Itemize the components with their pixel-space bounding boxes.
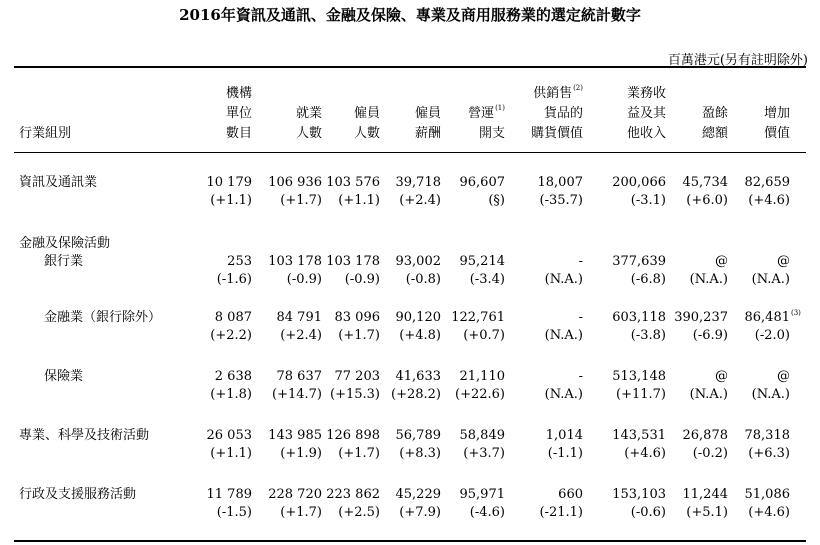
cell-value: @: [715, 254, 728, 269]
row-label: 保險業: [44, 369, 84, 384]
cell-value: 10 179: [206, 175, 252, 190]
cell-value: 84 791: [276, 310, 322, 325]
cell-value: 228 720: [268, 487, 322, 502]
cell-change: (N.A.): [544, 272, 583, 287]
table-row: [0, 174, 820, 214]
cell-value: 95,971: [459, 487, 505, 502]
cell-change: (-21.1): [539, 505, 583, 520]
cell-change: (-1.6): [216, 272, 252, 287]
cell-value: 11 789: [206, 487, 252, 502]
row-label: 資訊及通訊業: [19, 175, 98, 190]
cell-change: (+4.6): [748, 505, 790, 520]
cell-value: 45,229: [395, 487, 441, 502]
cell-change: (§): [488, 193, 505, 208]
cell-value: 377,639: [612, 254, 666, 269]
cell-change: (-0.6): [630, 505, 666, 520]
column-header-line: 數目: [225, 126, 252, 141]
column-header-line: 盈餘: [701, 106, 728, 121]
cell-change: (+1.7): [338, 446, 380, 461]
cell-change: (+11.7): [616, 387, 666, 402]
cell-change: (+15.3): [330, 387, 380, 402]
cell-value: 106 936: [268, 175, 322, 190]
cell-change: (+1.8): [210, 387, 252, 402]
cell-change: (+8.3): [399, 446, 441, 461]
cell-change: (+28.2): [391, 387, 441, 402]
column-header: [702, 104, 728, 144]
cell-value: 660: [558, 487, 583, 502]
cell-change: (+6.3): [748, 446, 790, 461]
cell-value: 51,086: [744, 487, 790, 502]
column-header-line: 價值: [763, 126, 790, 141]
cell-change: (+22.6): [455, 387, 505, 402]
cell-change: (-0.8): [405, 272, 441, 287]
cell-change: (+5.1): [686, 505, 728, 520]
cell-value: 78,318: [744, 428, 790, 443]
cell-change: (-2.0): [754, 328, 790, 343]
cell-change: (+1.9): [280, 446, 322, 461]
column-header: [531, 84, 583, 144]
page-title: 2016年資訊及通訊、金融及保險、專業及商用服務業的選定統計數字: [179, 6, 641, 24]
cell-change: (-4.6): [469, 505, 505, 520]
header-rule: [14, 152, 806, 153]
cell-value: @: [777, 254, 790, 269]
cell-value: 1,014: [545, 428, 583, 443]
cell-change: (+1.7): [338, 328, 380, 343]
cell-value: 86,481 (3): [744, 309, 801, 325]
column-header-line: 增加: [763, 106, 790, 121]
cell-value: 103 178: [326, 254, 380, 269]
cell-change: (+2.4): [280, 328, 322, 343]
column-header-line: 購貨價值: [530, 126, 583, 141]
cell-change: (+4.8): [399, 328, 441, 343]
cell-value: 21,110: [459, 369, 505, 384]
cell-change: (-0.9): [344, 272, 380, 287]
cell-value: @: [715, 369, 728, 384]
column-header: [627, 84, 666, 144]
cell-value: 26 053: [206, 428, 252, 443]
cell-value: 39,718: [395, 175, 441, 190]
cell-value: -: [578, 254, 583, 269]
cell-value: 11,244: [682, 487, 728, 502]
table-row: [0, 427, 820, 467]
cell-change: (+14.7): [272, 387, 322, 402]
column-header-line: 供銷售$^{(2)}$: [533, 84, 583, 101]
column-header-line: 益及其: [626, 106, 666, 121]
column-header-line: 機構: [225, 86, 252, 101]
cell-change: (-6.8): [630, 272, 666, 287]
cell-value: 26,878: [682, 428, 728, 443]
cell-change: (N.A.): [751, 272, 790, 287]
row-header: 行業組別: [19, 126, 72, 141]
unit-note: 百萬港元(另有註明除外): [667, 53, 808, 68]
cell-change: (-0.2): [692, 446, 728, 461]
cell-value: 390,237: [674, 310, 728, 325]
cell-value: 93,002: [395, 254, 441, 269]
cell-change: (N.A.): [544, 328, 583, 343]
cell-value: 200,066: [612, 175, 666, 190]
cell-change: (-1.1): [547, 446, 583, 461]
cell-value: @: [777, 369, 790, 384]
cell-change: (+4.6): [624, 446, 666, 461]
cell-change: (N.A.): [689, 272, 728, 287]
column-header: [296, 104, 322, 144]
cell-change: (N.A.): [544, 387, 583, 402]
cell-change: (+1.1): [210, 193, 252, 208]
cell-value: 45,734: [682, 175, 728, 190]
cell-value: 103 178: [268, 254, 322, 269]
cell-value: 122,761: [451, 310, 505, 325]
cell-value: 58,849: [459, 428, 505, 443]
cell-value: 513,148: [612, 369, 666, 384]
cell-value: 83 096: [334, 310, 380, 325]
row-label: 銀行業: [44, 254, 84, 269]
cell-change: (+4.6): [748, 193, 790, 208]
table-row: [0, 253, 820, 293]
column-header-line: 僱員: [353, 106, 380, 121]
cell-change: (+7.9): [399, 505, 441, 520]
column-header: [468, 104, 505, 144]
cell-change: (-1.5): [216, 505, 252, 520]
cell-change: (+1.1): [338, 193, 380, 208]
cell-change: (+6.0): [686, 193, 728, 208]
cell-value: 2 638: [214, 369, 252, 384]
column-header-line: 他收入: [626, 126, 666, 141]
footnote-marker: (1): [495, 104, 505, 112]
cell-value: 223 862: [326, 487, 380, 502]
footnote-marker: (3): [791, 309, 801, 317]
cell-change: (+1.7): [280, 505, 322, 520]
cell-value: 143 985: [268, 428, 322, 443]
cell-value: 41,633: [395, 369, 441, 384]
table-row: [0, 486, 820, 526]
table-bottom-rule: [14, 540, 806, 542]
cell-value: 143,531: [612, 428, 666, 443]
column-header-line: 單位: [225, 106, 252, 121]
section-finance-label: 金融及保險活動: [19, 236, 111, 251]
column-header-line: 薪酬: [414, 126, 441, 141]
column-header-line: 僱員: [414, 106, 441, 121]
cell-change: (+2.4): [399, 193, 441, 208]
cell-value: 18,007: [537, 175, 583, 190]
table-row: [0, 368, 820, 408]
cell-value: 253: [227, 254, 252, 269]
column-header: [415, 104, 441, 144]
table-row: [0, 309, 820, 349]
row-label: 金融業（銀行除外）: [44, 310, 162, 325]
cell-value: 603,118: [612, 310, 666, 325]
cell-change: (+3.7): [463, 446, 505, 461]
cell-change: (-3.4): [469, 272, 505, 287]
cell-value: 77 203: [334, 369, 380, 384]
column-header: [354, 104, 380, 144]
cell-value: 56,789: [395, 428, 441, 443]
cell-change: (N.A.): [689, 387, 728, 402]
cell-value: 90,120: [395, 310, 441, 325]
cell-value: 95,214: [459, 254, 505, 269]
cell-value: 126 898: [326, 428, 380, 443]
column-header-line: 營運$^{(1)}$: [468, 104, 505, 121]
column-header: [764, 104, 790, 144]
row-label: 行政及支援服務活動: [19, 487, 137, 502]
column-header: [226, 84, 252, 144]
column-header-line: 開支: [478, 126, 505, 141]
cell-change: (-0.9): [286, 272, 322, 287]
cell-value: 82,659: [744, 175, 790, 190]
cell-value: 8 087: [214, 310, 252, 325]
cell-value: 78 637: [276, 369, 322, 384]
column-header-line: 人數: [295, 126, 322, 141]
column-header-line: 業務收: [626, 86, 666, 101]
cell-value: 153,103: [612, 487, 666, 502]
cell-change: (+2.5): [338, 505, 380, 520]
cell-change: (+1.1): [210, 446, 252, 461]
footnote-marker: (2): [573, 84, 583, 92]
cell-change: (-3.1): [630, 193, 666, 208]
cell-value: 103 576: [326, 175, 380, 190]
cell-change: (N.A.): [751, 387, 790, 402]
cell-change: (-6.9): [692, 328, 728, 343]
cell-value: -: [578, 369, 583, 384]
table-top-rule: [14, 66, 806, 68]
column-header-line: 貨品的: [543, 106, 583, 121]
cell-value: -: [578, 310, 583, 325]
cell-change: (-3.8): [630, 328, 666, 343]
cell-change: (-35.7): [539, 193, 583, 208]
cell-change: (+1.7): [280, 193, 322, 208]
cell-change: (+2.2): [210, 328, 252, 343]
column-header-line: 人數: [353, 126, 380, 141]
column-header-line: 就業: [295, 106, 322, 121]
cell-value: 96,607: [459, 175, 505, 190]
cell-change: (+0.7): [463, 328, 505, 343]
row-label: 專業、科學及技術活動: [19, 428, 150, 443]
column-header-line: 總額: [701, 126, 728, 141]
